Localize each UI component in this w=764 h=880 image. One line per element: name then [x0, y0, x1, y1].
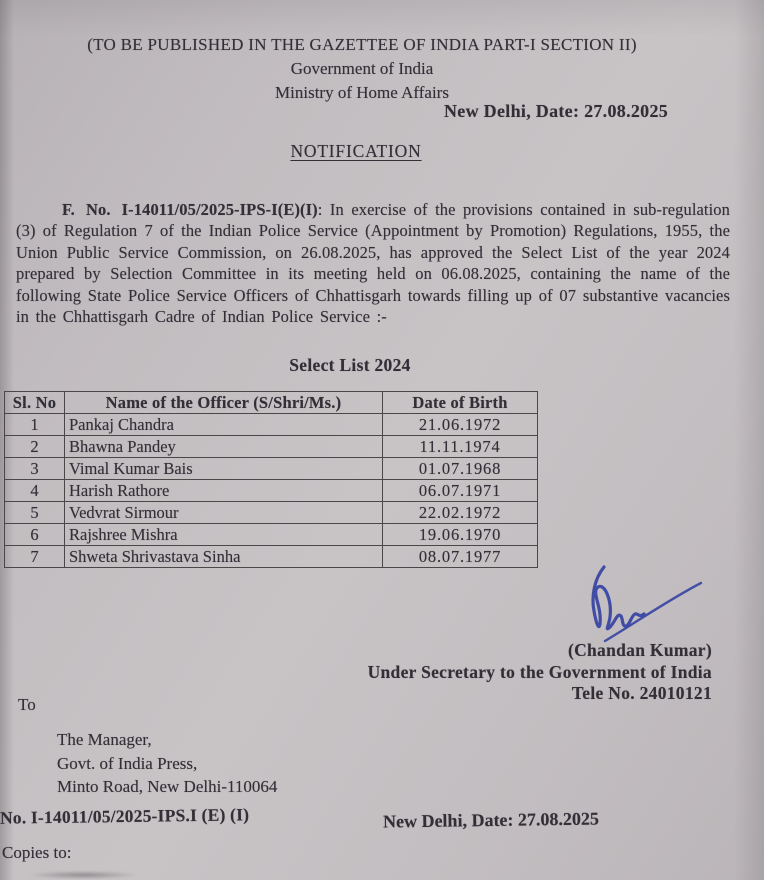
signature-block	[368, 640, 712, 705]
signatory-name: (Chandan Kumar)	[567, 640, 712, 660]
row-sl-no: 3	[5, 458, 65, 480]
row-officer-name: Shweta Shrivastava Sinha	[65, 546, 383, 568]
to-label: To	[18, 695, 36, 714]
row-officer-name: Bhawna Pandey	[65, 436, 383, 458]
row-dob: 06.07.1971	[383, 480, 538, 502]
row-sl-no: 5	[5, 502, 65, 524]
header-date-of-birth: Date of Birth	[383, 392, 538, 414]
government-line: Government of India	[290, 59, 434, 78]
gazette-publish-line: (TO BE PUBLISHED IN THE GAZETTEE OF INDIA PART-I SECTION II)	[87, 35, 637, 54]
row-sl-no: 1	[5, 414, 65, 436]
table-header-row	[5, 392, 538, 414]
row-dob: 08.07.1977	[383, 546, 538, 568]
row-dob: 22.02.1972	[383, 502, 538, 524]
row-sl-no: 6	[5, 524, 65, 546]
addressee-line: Minto Road, New Delhi-110064	[57, 777, 278, 796]
row-officer-name: Pankaj Chandra	[65, 414, 383, 436]
table-row	[5, 546, 538, 568]
paragraph-text: : In exercise of the provisions contained in sub-regulation (3) of Regulation 7 of the Indian Police Service (Appointment by Promotion) Regulations, 1955, the Union Public Service Commission, on 26.08.2025, has approved the Select List of the year 2024 prepared by Selection Committee in its meeting held on 06.08.2025, containing the name of the following State Police Service Officers of Chhattisgarh towards filling up of 07 substantive vacancies in the Chhattisgarh Cadre of Indian Police Service :-	[16, 199, 731, 326]
select-list-title: Select List 2024	[289, 355, 411, 375]
row-sl-no: 7	[5, 546, 65, 568]
addressee-line: The Manager,	[57, 730, 152, 749]
table-row	[5, 458, 538, 480]
row-sl-no: 2	[5, 436, 65, 458]
table-row	[5, 414, 538, 436]
document-header	[0, 33, 724, 105]
header-sl-no: Sl. No	[5, 392, 65, 414]
row-dob: 19.06.1970	[383, 524, 538, 546]
signatory-designation: Under Secretary to the Government of India	[367, 661, 712, 682]
table-row	[5, 436, 538, 458]
scan-artifact-smudge	[28, 871, 138, 879]
row-dob: 21.06.1972	[383, 414, 538, 436]
addressee-line: Govt. of India Press,	[57, 753, 198, 773]
table-row	[5, 502, 538, 524]
row-officer-name: Harish Rathore	[65, 480, 383, 502]
copies-to-label: Copies to:	[2, 843, 72, 862]
notification-title: NOTIFICATION	[290, 141, 422, 161]
table-row	[5, 524, 538, 546]
header-officer-name: Name of the Officer (S/Shri/Ms.)	[65, 392, 383, 414]
footer-reference-number: No. I-14011/05/2025-IPS.I (E) (I)	[0, 804, 250, 828]
footer-place-date: New Delhi, Date: 27.08.2025	[382, 808, 600, 832]
row-officer-name: Vedvrat Sirmour	[65, 502, 383, 524]
notification-paragraph	[16, 199, 730, 328]
row-dob: 01.07.1968	[383, 458, 538, 480]
select-list-table	[4, 391, 538, 568]
ministry-line: Ministry of Home Affairs	[275, 83, 449, 102]
file-number: F. No. I-14011/05/2025-IPS-I(E)(I)	[62, 199, 318, 219]
addressee-block	[57, 728, 277, 799]
signature-scribble	[558, 564, 718, 650]
row-officer-name: Vimal Kumar Bais	[65, 458, 383, 480]
row-dob: 11.11.1974	[383, 436, 538, 458]
header-place-date: New Delhi, Date: 27.08.2025	[444, 101, 669, 121]
signatory-tele: Tele No. 24010121	[571, 683, 712, 703]
row-officer-name: Rajshree Mishra	[65, 524, 383, 546]
row-sl-no: 4	[5, 480, 65, 502]
table-row	[5, 480, 538, 502]
